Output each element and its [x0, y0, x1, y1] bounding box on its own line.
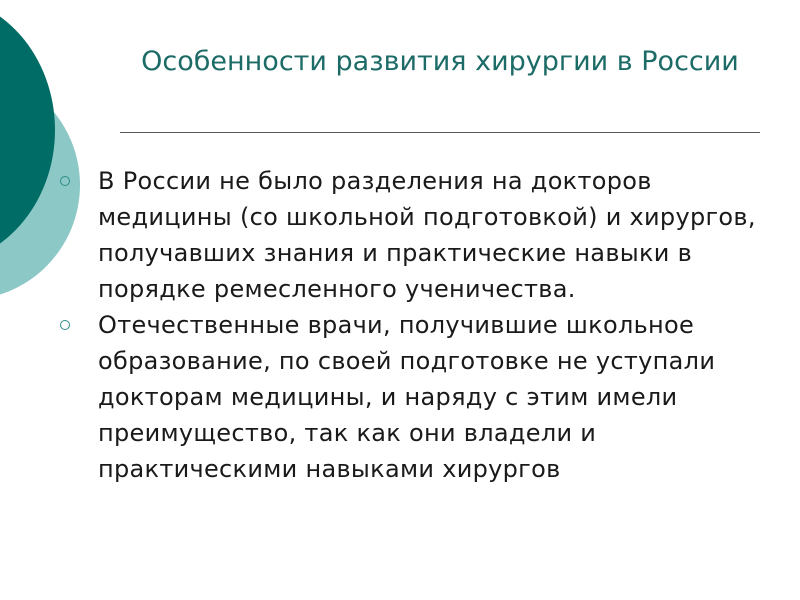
bullet-text: В России не было разделения на докторов медицины (со школьной подготовкой) и хирургов, получавших знания и практические навыки в порядке ремесленного ученичества.: [98, 167, 756, 303]
bullet-item: [60, 307, 780, 487]
hollow-circle-bullet-icon: [60, 176, 70, 186]
slide-title: Особенности развития хирургии в России: [141, 46, 739, 77]
bullet-list: [60, 163, 780, 487]
hollow-circle-bullet-icon: [60, 320, 70, 330]
bullet-item: [60, 163, 780, 307]
bullet-text: Отечественные врачи, получившие школьное образование, по своей подготовке не уступали докторам медицины, и наряду с этим имели преимущество, так как они владели и практическими навыками хирургов: [98, 311, 716, 483]
title-divider: [120, 132, 760, 133]
